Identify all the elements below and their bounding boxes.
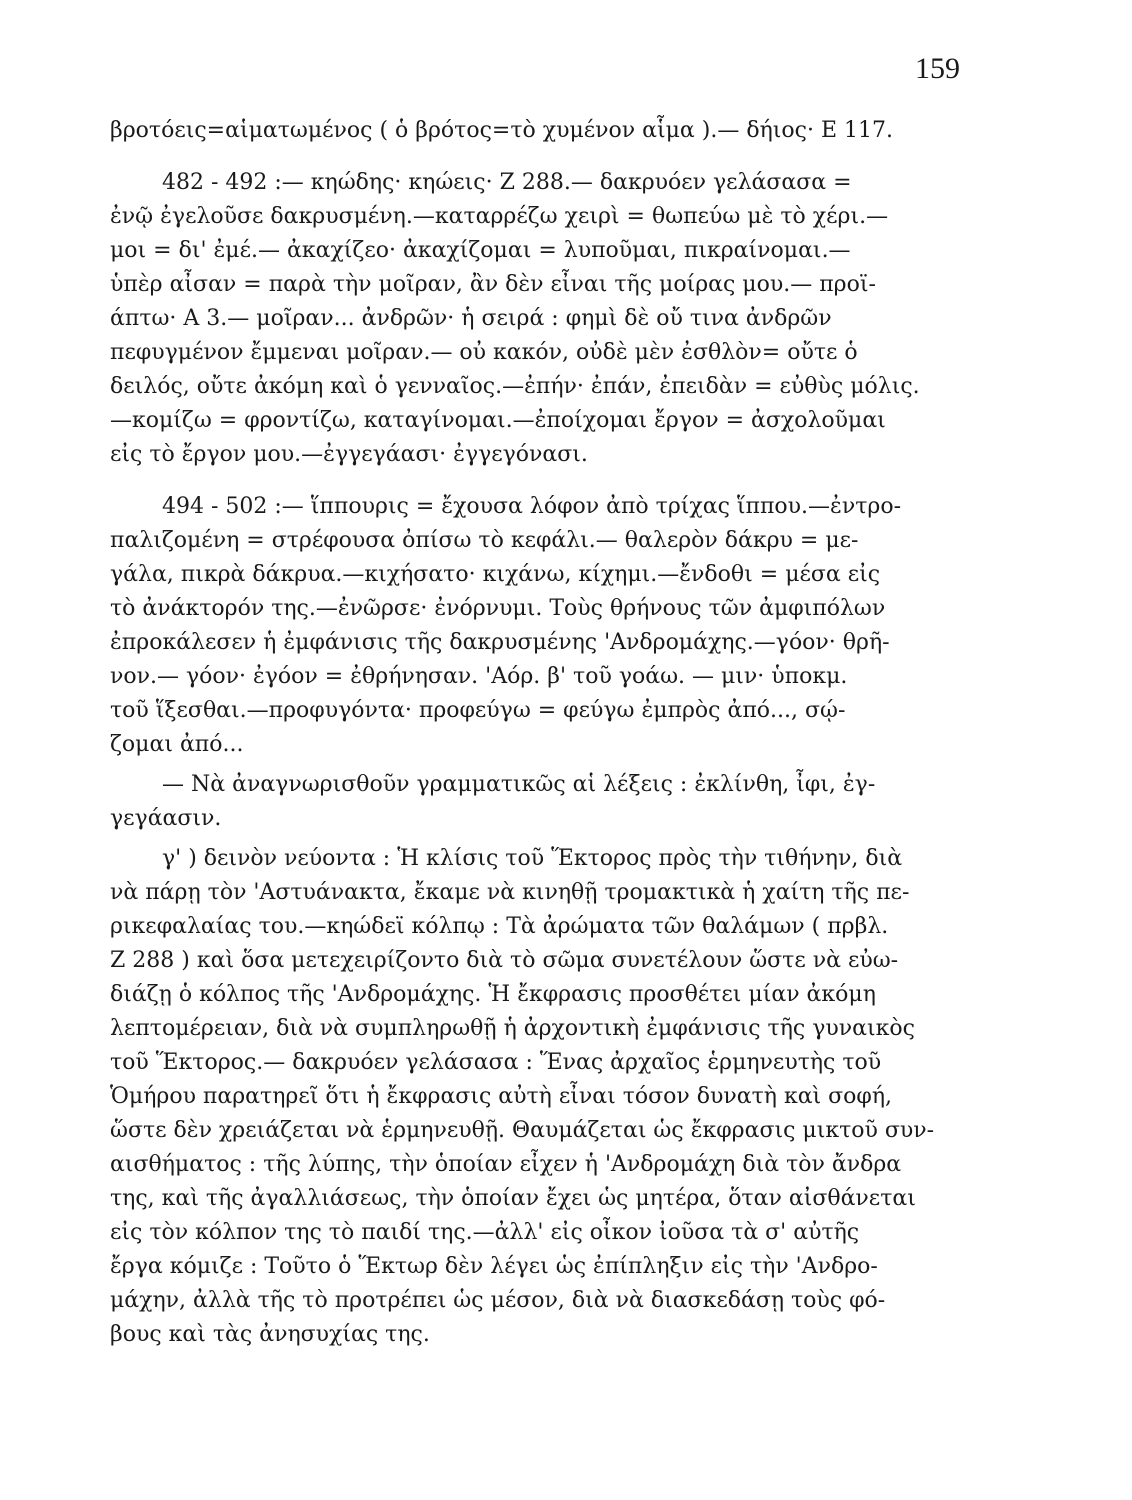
text-line: πεφυγμένον ἔμμεναι μοῖραν.— οὐ κακόν, οὐδὲ μὲν ἐσθλὸν= οὔτε ὁ — [110, 340, 858, 365]
text-line: τοῦ ἵξεσθαι.—προφυγόντα· προφεύγω = φεύγω ἐμπρὸς ἀπό..., σῴ- — [110, 698, 846, 723]
paragraph-1 — [110, 114, 948, 148]
text-line: γάλα, πικρὰ δάκρυα.—κιχήσατο· κιχάνω, κίχημι.—ἔνδοθι = μέσα εἰς — [110, 562, 881, 587]
text-line: μάχην, ἀλλὰ τῆς τὸ προτρέπει ὡς μέσον, διὰ νὰ διασκεδάσῃ τοὺς φό- — [110, 1288, 886, 1313]
text-line: εἰς τὸ ἔργον μου.—ἐγγεγάασι· ἐγγεγόνασι. — [110, 442, 588, 467]
text-line: ἔργα κόμιζε : Τοῦτο ὁ Ἕκτωρ δὲν λέγει ὡς ἐπίπληξιν εἰς τὴν 'Ανδρο- — [110, 1254, 878, 1279]
text-line: λεπτομέρειαν, διὰ νὰ συμπληρωθῇ ἡ ἀρχοντικὴ ἐμφάνισις τῆς γυναικὸς — [110, 1016, 915, 1041]
text-line: γεγάασιν. — [110, 806, 222, 831]
text-line: εἰς τὸν κόλπον της τὸ παιδί της.—ἀλλ' εἰς οἶκον ἰοῦσα τὰ σ' αὐτῆς — [110, 1220, 860, 1245]
text-line: ἐπροκάλεσεν ἡ ἐμφάνισις τῆς δακρυσμένης 'Ανδρομάχης.—γόον· θρῆ- — [110, 630, 890, 655]
text-line: τοῦ Ἕκτορος.— δακρυόεν γελάσασα : Ἕνας ἀρχαῖος ἑρμηνευτὴς τοῦ — [110, 1050, 882, 1075]
text-line: παλιζομένη = στρέφουσα ὀπίσω τὸ κεφάλι.— θαλερὸν δάκρυ = με- — [110, 528, 859, 553]
text-line: Ζ 288 ) καὶ ὅσα μετεχειρίζοντο διὰ τὸ σῶμα συνετέλουν ὥστε νὰ εὐω- — [110, 948, 899, 973]
paragraph-gamma — [110, 842, 948, 1352]
text-line: βους καὶ τὰς ἀνησυχίας της. — [110, 1322, 430, 1347]
text-line: άπτω· Α 3.— μοῖραν... ἀνδρῶν· ἡ σειρά : φημὶ δὲ οὔ τινα ἀνδρῶν — [110, 306, 832, 331]
text-line: δειλός, οὔτε ἀκόμη καὶ ὁ γενναῖος.—ἐπήν· ἐπάν, ἐπειδὰν = εὐθὺς μόλις. — [110, 374, 920, 399]
text-line: μοι = δι' ἐμέ.— ἀκαχίζεο· ἀκαχίζομαι = λυποῦμαι, πικραίνομαι.— — [110, 238, 851, 263]
page-number: 159 — [915, 52, 960, 85]
text-line: νὰ πάρῃ τὸν 'Αστυάνακτα, ἔκαμε νὰ κινηθῇ τρομακτικὰ ἡ χαίτη τῆς πε- — [110, 880, 910, 905]
text-line: ὥστε δὲν χρειάζεται νὰ ἑρμηνευθῇ. Θαυμάζεται ὡς ἔκφρασις μικτοῦ συν- — [110, 1118, 935, 1143]
text-line: διάζῃ ὁ κόλπος τῆς 'Ανδρομάχης. Ἡ ἔκφρασις προσθέτει μίαν ἀκόμη — [110, 982, 876, 1007]
text-line: —κομίζω = φροντίζω, καταγίνομαι.—ἐποίχομαι ἔργον = ἀσχολοῦμαι — [110, 408, 886, 433]
text-line: της, καὶ τῆς ἀγαλλιάσεως, τὴν ὁποίαν ἔχει ὡς μητέρα, ὅταν αἰσθάνεται — [110, 1186, 916, 1211]
text-line: Ὁμήρου παρατηρεῖ ὅτι ἡ ἔκφρασις αὐτὴ εἶναι τόσον δυνατὴ καὶ σοφή, — [110, 1084, 893, 1109]
text-line: ζομαι ἀπό... — [110, 732, 244, 757]
text-line: βροτόεις=αἱματωμένος ( ὁ βρότος=τὸ χυμένον αἷμα ).— δήιος· Ε 117. — [110, 118, 893, 143]
commentary-text — [110, 114, 948, 1352]
text-line: γ' ) δεινὸν νεύοντα : Ἡ κλίσις τοῦ Ἕκτορος πρὸς τὴν τιθήνην, διὰ — [162, 846, 903, 871]
text-line: ἐνῷ ἐγελοῦσε δακρυσμένη.—καταρρέζω χειρὶ = θωπεύω μὲ τὸ χέρι.— — [110, 204, 889, 229]
text-line: — Νὰ ἀναγνωρισθοῦν γραμματικῶς αἱ λέξεις : ἐκλίνθη, ἶφι, ἐγ- — [162, 772, 876, 797]
text-line: ὑπὲρ αἶσαν = παρὰ τὴν μοῖραν, ἂν δὲν εἶναι τῆς μοίρας μου.— προϊ- — [110, 272, 876, 297]
text-line: 482 - 492 :— κηώδης· κηώεις· Ζ 288.— δακρυόεν γελάσασα = — [162, 170, 852, 195]
exercise-paragraph — [110, 768, 948, 836]
text-line: 494 - 502 :— ἵππουρις = ἔχουσα λόφον ἀπὸ τρίχας ἵππου.—ἐντρο- — [162, 494, 901, 519]
text-line: τὸ ἀνάκτορόν της.—ἐνῶρσε· ἐνόρνυμι. Τοὺς θρήνους τῶν ἀμφιπόλων — [110, 596, 886, 621]
text-line: αισθήματος : τῆς λύπης, τὴν ὁποίαν εἶχεν ἡ 'Ανδρομάχη διὰ τὸν ἄνδρα — [110, 1152, 902, 1177]
paragraph-482-492 — [110, 166, 948, 472]
paragraph-494-502 — [110, 490, 948, 762]
text-line: ρικεφαλαίας του.—κηώδεϊ κόλπῳ : Τὰ ἀρώματα τῶν θαλάμων ( πρβλ. — [110, 914, 889, 939]
text-line: νον.— γόον· ἐγόον = ἐθρήνησαν. 'Αόρ. β' τοῦ γοάω. — μιν· ὑποκμ. — [110, 664, 848, 689]
